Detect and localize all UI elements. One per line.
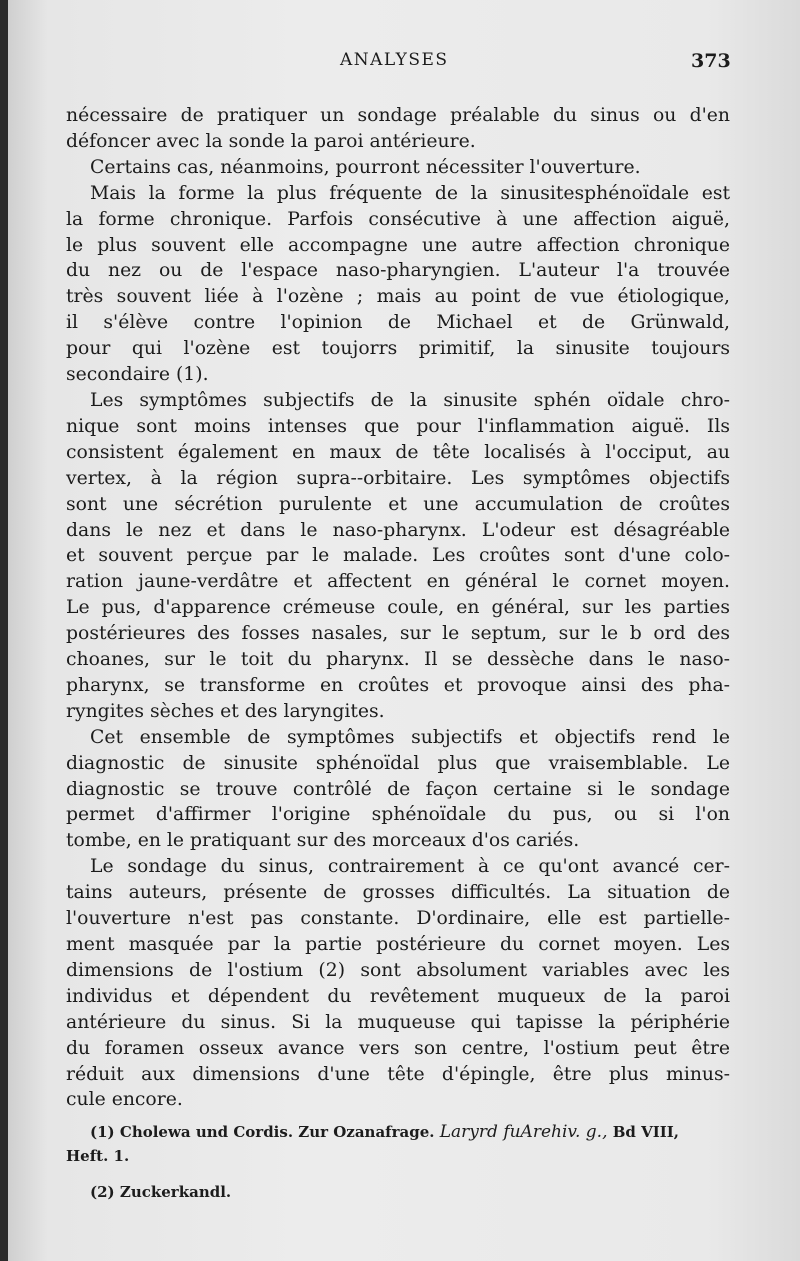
text-line: postérieures des fosses nasales, sur le septum, sur le b ord des — [66, 623, 730, 645]
footnote-1-authors: Cholewa und Cordis. Zur Ozanafrage. — [119, 1123, 435, 1141]
text-line: l'ouverture n'est pas constante. D'ordinaire, elle est partielle- — [66, 908, 730, 930]
text-line: et souvent perçue par le malade. Les croûtes sont d'une colo- — [66, 545, 730, 567]
footnote-1-continuation: Heft. 1. — [66, 1147, 130, 1165]
text-line: défoncer avec la sonde la paroi antérieure. — [66, 130, 476, 152]
text-line: le plus souvent elle accompagne une autre affection chronique — [66, 234, 730, 256]
footnote-2-ref: (2) — [90, 1183, 115, 1201]
text-line: très souvent liée à l'ozène ; mais au point de vue étiologique, — [66, 286, 730, 308]
text-line: pharynx, se transforme en croûtes et provoque ainsi des pha- — [66, 674, 730, 696]
text-line — [66, 958, 730, 984]
footnote-1-journal: Laryrd fuArehiv. g., — [439, 1122, 608, 1142]
text-line: Certains cas, néanmoins, pourront nécessiter l'ouverture. — [90, 156, 641, 178]
running-title: ANALYSES — [340, 50, 449, 70]
text-line: nique sont moins intenses que pour l'inflammation aiguë. Ils — [66, 415, 730, 437]
text-line: consistent également en maux de tête localisés à l'occiput, au — [66, 441, 730, 463]
text-line: diagnostic se trouve contrôlé de façon certaine si le sondage — [66, 778, 730, 800]
footnote-ref-2: (2) — [318, 959, 346, 981]
text-line: dans le nez et dans le naso-pharynx. L'odeur est désagréable — [66, 519, 730, 541]
text-line: ration jaune-verdâtre et affectent en général le cornet moyen. — [66, 571, 730, 593]
text-fragment: sont absolument variables avec les — [345, 959, 731, 981]
text-line: Les symptômes subjectifs de la sinusite sphén oïdale chro- — [90, 389, 730, 411]
text-line: pour qui l'ozène est toujorrs primitif, la sinusite toujours — [66, 338, 730, 360]
text-line: du nez ou de l'espace naso-pharyngien. L'auteur l'a trouvée — [66, 260, 730, 282]
text-line: tombe, en le pratiquant sur des morceaux d'os cariés. — [66, 830, 580, 852]
text-line: Mais la forme la plus fréquente de la sinusitesphénoïdale est — [90, 182, 730, 204]
text-line: ment masquée par la partie postérieure du cornet moyen. Les — [66, 934, 730, 955]
footnotes — [66, 1120, 730, 1204]
text-fragment: secondaire — [66, 364, 170, 386]
text-line — [66, 362, 730, 388]
footnote-1-ref: (1) — [90, 1123, 115, 1141]
book-page — [8, 0, 800, 1261]
text-line: du foramen osseux avance vers son centre, l'ostium peut être — [66, 1037, 730, 1059]
text-line: vertex, à la région supra--orbitaire. Les symptômes objectifs — [66, 467, 730, 489]
text-line: Le sondage du sinus, contrairement à ce qu'ont avancé cer- — [90, 856, 730, 878]
text-fragment: dimensions de l'ostium — [66, 959, 304, 981]
text-line: antérieure du sinus. Si la muqueuse qui tapisse la périphérie — [66, 1011, 730, 1033]
text-line: ryngites sèches et des laryngites. — [66, 700, 385, 722]
text-line: choanes, sur le toit du pharynx. Il se dessèche dans le naso- — [66, 649, 730, 671]
text-line: diagnostic de sinusite sphénoïdal plus que vraisemblable. Le — [66, 752, 730, 774]
text-line: Cet ensemble de symptômes subjectifs et objectifs rend le — [90, 726, 730, 748]
text-line: permet d'affirmer l'origine sphénoïdale du pus, ou si l'on — [66, 804, 730, 826]
text-fragment: . — [202, 364, 209, 386]
text-line: réduit aux dimensions d'une tête d'épingle, être plus minus- — [66, 1063, 730, 1085]
body-text — [66, 103, 730, 1113]
page-number: 373 — [691, 50, 731, 72]
footnote-2 — [66, 1180, 730, 1204]
text-line: nécessaire de pratiquer un sondage préalable du sinus ou d'en — [66, 105, 730, 126]
text-line: individus et dépendent du revêtement muqueux de la paroi — [66, 985, 730, 1007]
text-line: il s'élève contre l'opinion de Michael et de Grünwald, — [66, 312, 730, 334]
text-line: sont une sécrétion purulente et une accumulation de croûtes — [66, 493, 730, 515]
text-line: Le pus, d'apparence crémeuse coule, en général, sur les parties — [66, 597, 730, 619]
footnote-1 — [66, 1120, 730, 1144]
text-line: la forme chronique. Parfois consécutive à une affection aiguë, — [66, 208, 730, 230]
footnote-ref-1: (1) — [175, 364, 203, 386]
footnote-1-volume: Bd VIII, — [612, 1123, 680, 1141]
text-line: tains auteurs, présente de grosses difficultés. La situation de — [66, 882, 730, 904]
footnote-2-text: Zuckerkandl. — [119, 1183, 232, 1201]
text-line: cule encore. — [66, 1089, 183, 1111]
